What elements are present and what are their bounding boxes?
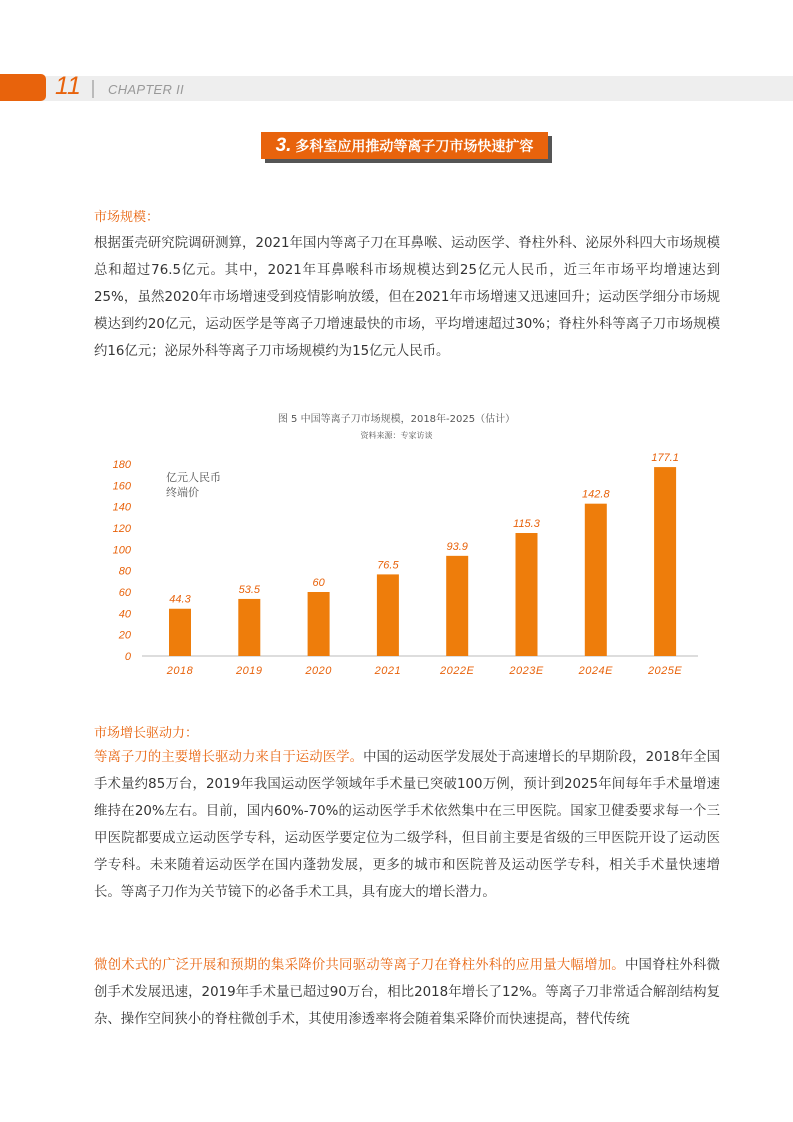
x-tick-label: 2023E [509,665,544,677]
growth-drivers-heading: 市场增长驱动力： [94,726,199,741]
y-tick-label: 20 [118,629,131,642]
growth-paragraph-1-body: 中国的运动医学发展处于高速增长的早期阶段，2018年全国手术量约85万台，2019年我国运动医学领域年手术量已突破100万例，预计到2025年间每年手术量增速维持在20%左右。目前，国内60%-70%的运动医学手术依然集中在三甲医院。国家卫健委要求每一个三甲医院都要成立运动医学专科，运动医学要定位为二级学科，但目前主要是省级的三甲医院开设了运动医学专科。未来随着运动医学在国内蓬勃发展，更多的城市和医院普及运动医学专科，相关手术量快速增长。等离子刀作为关节镜下的必备手术工具，具有庞大的增长潜力。 [94,750,721,900]
figure-caption: 图 5 中国等离子刀市场规模，2018年-2025（估计） [277,414,516,425]
chapter-label: CHAPTER II [108,82,184,97]
bar-value-label: 76.5 [377,559,399,572]
header-accent-tab [0,74,46,101]
bar-value-label: 60 [312,577,325,589]
y-tick-label: 40 [118,608,131,621]
growth-paragraph-2 [94,952,720,1033]
y-tick-label: 100 [112,544,131,557]
x-tick-label: 2024E [578,665,613,677]
x-tick-label: 2018 [166,665,194,677]
price-basis-label: 终端价 [166,486,199,499]
market-size-bar-chart [100,445,710,685]
market-size-paragraph: 根据蛋壳研究院调研测算，2021年国内等离子刀在耳鼻喉、运动医学、脊柱外科、泌尿外科四大市场规模总和超过76.5亿元。其中，2021年耳鼻喉科市场规模达到25亿元人民币，近三年市场平均增速达到25%，虽然2020年市场增速受到疫情影响放缓，但在2021年市场增速又迅速回升；运动医学细分市场规模达到约20亿元，运动医学是等离子刀增速最快的市场，平均增速超过30%；脊柱外科等离子刀市场规模约16亿元；泌尿外科等离子刀市场规模约为15亿元人民币。 [94,236,720,359]
growth-paragraph-2-highlight: 微创术式的广泛开展和预期的集采降价共同驱动等离子刀在脊柱外科的应用量大幅增加。 [94,958,625,973]
header-divider [92,80,94,98]
x-tick-label: 2022E [440,665,475,677]
bar-value-label: 115.3 [513,518,540,531]
growth-paragraph-1 [94,744,720,906]
y-tick-label: 80 [118,565,131,578]
bar-value-label: 142.8 [582,488,610,501]
section-number: 3. [275,134,292,156]
bar-value-label: 93.9 [446,540,468,553]
section-title [261,132,548,159]
y-tick-label: 60 [118,587,131,599]
bar [585,504,607,656]
bar [308,592,330,656]
bar [169,609,191,656]
bar-value-label: 44.3 [169,593,191,606]
x-tick-label: 2021 [374,665,402,677]
unit-label: 亿元人民币 [166,471,221,484]
bar-value-label: 177.1 [651,452,679,465]
bar [516,533,538,656]
y-tick-label: 120 [112,523,131,535]
bar [238,599,260,656]
growth-paragraph-1-highlight: 等离子刀的主要增长驱动力来自于运动医学。 [94,750,364,765]
x-tick-label: 2020 [305,665,332,677]
y-tick-label: 180 [112,459,131,471]
page-number: 11 [55,72,81,100]
x-tick-label: 2019 [236,665,263,677]
bar [446,556,468,656]
growth-paragraph-2-body: 中国脊柱外科微创手术发展迅速，2019年手术量已超过90万台，相比2018年增长了12%。等离子刀非常适合解剖结构复杂、操作空间狭小的脊柱微创手术，其使用渗透率将会随着集采降价而快速提高，替代传统 [94,958,721,1027]
market-size-heading: 市场规模： [94,210,160,225]
x-tick-label: 2025E [647,665,683,677]
bar-value-label: 53.5 [238,583,261,596]
section-title-text: 多科室应用推动等离子刀市场快速扩容 [295,138,534,155]
y-tick-label: 0 [124,651,131,663]
bar [377,574,399,656]
bar [654,467,676,656]
y-tick-label: 160 [112,480,131,493]
y-tick-label: 140 [112,501,131,514]
figure-source: 资料来源：专家访谈 [360,431,433,440]
